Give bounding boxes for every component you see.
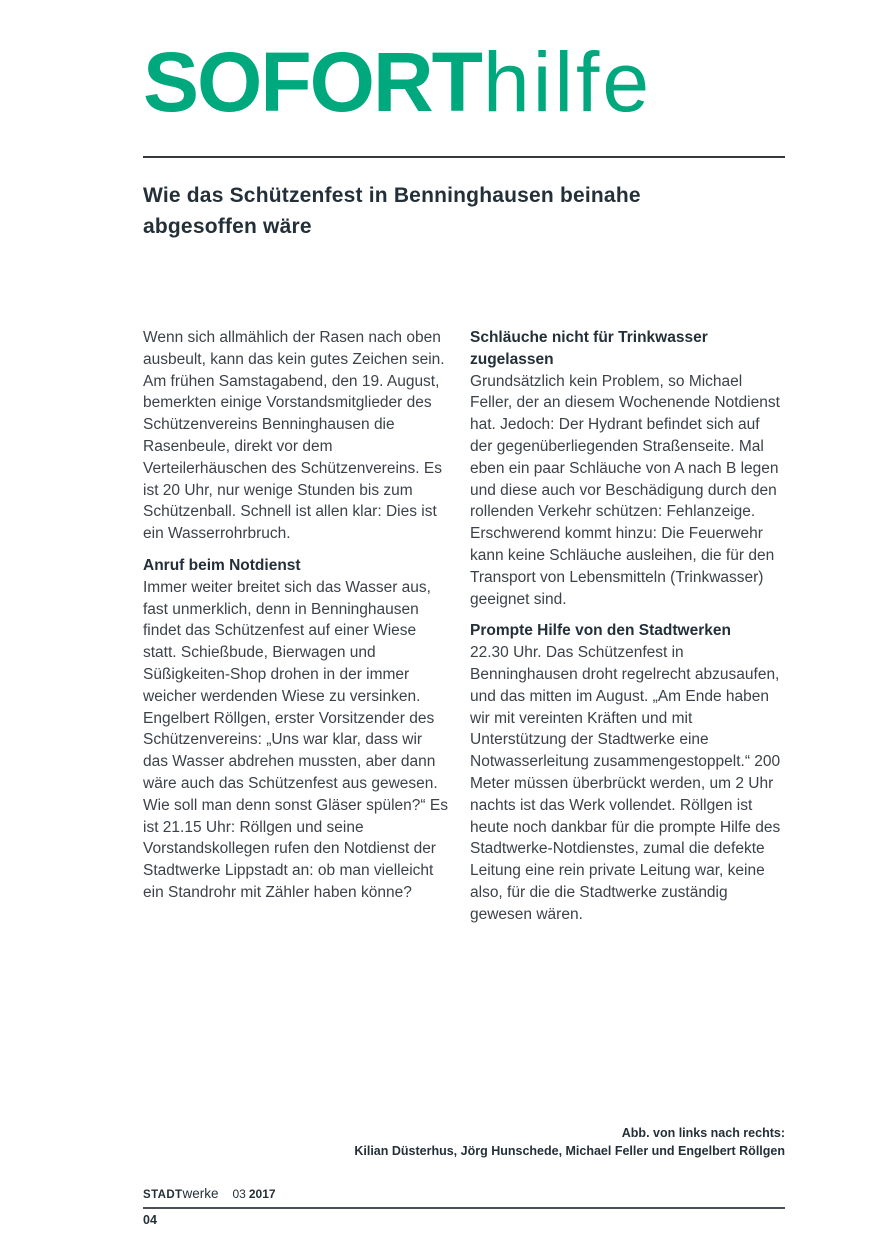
footer-issue-year: 2017 [248,1187,276,1201]
title-divider-rule [143,156,785,158]
photo-caption [354,1124,785,1160]
section-heading-prompte-hilfe: Prompte Hilfe von den Stadtwerken [470,622,731,640]
section-heading-schlaeuche: Schläuche nicht für Trinkwasser zugelassen [470,329,708,368]
intro-paragraph: Wenn sich allmählich der Rasen nach oben ausbeult, kann das kein gutes Zeichen sein. Am frühen Samstagabend, den 19. August, bemerkten einige Vorstandsmitglieder des Schützenvereins Benninghausen die Rasenbeule, direkt vor dem Verteilerhäuschen des Schützenvereins. Es ist 20 Uhr, nur wenige Stunden bis zum Schützenball. Schnell ist allen klar: Dies ist ein Wasserrohrbruch. [143,329,445,543]
footer-brand-stadt: STADT [143,1189,183,1201]
page-footer [143,1186,785,1227]
section-heading-notdienst: Anruf beim Notdienst [143,556,301,574]
caption-line-1: Abb. von links nach rechts: [621,1126,785,1140]
footer-brand-line [143,1186,785,1203]
footer-brand-werke: werke [182,1186,219,1201]
section-paragraph-notdienst: Immer weiter breitet sich das Wasser aus, fast unmerklich, denn in Benninghausen findet das Schützenfest auf einer Wiese statt. Schießbude, Bierwagen und Süßigkeiten-Shop drohen in der immer weicher werdenden Wiese zu versinken. Engelbert Röllgen, erster Vorsitzender des Schützenvereins: „Uns war klar, dass wir das Wasser abdrehen mussten, aber dann wäre auch das Schützenfest aus gewesen. Wie soll man denn sonst Gläser spülen?“ Es ist 21.15 Uhr: Röllgen und seine Vorstandskollegen rufen den Notdienst der Stadtwerke Lippstadt an: ob man vielleicht ein Standrohr mit Zähler haben könne? [143,578,448,901]
right-column [470,327,785,936]
footer-divider-rule [143,1207,785,1209]
page-content [143,0,785,936]
footer-issue-number: 03 [232,1187,246,1201]
left-column [143,327,448,936]
title-bold-part: SOFORT [143,35,481,129]
caption-line-2: Kilian Düsterhus, Jörg Hunschede, Michael Feller und Engelbert Röllgen [354,1144,785,1158]
article-subtitle: Wie das Schützenfest in Benninghausen beinahe abgesoffen wäre [143,184,641,238]
section-paragraph-prompte-hilfe: 22.30 Uhr. Das Schützenfest in Benninghausen droht regelrecht abzusaufen, und das mitten im August. „Am Ende haben wir mit vereinten Kräften und mit Unterstützung der Stadtwerke eine Notwasserleitung zusammengestoppelt.“ 200 Meter müssen überbrückt werden, um 2 Uhr nachts ist das Werk vollendet. Röllgen ist heute noch dankbar für die prompte Hilfe des Stadtwerke-Notdienstes, zumal die defekte Leitung eine rein private Leitung war, keine also, für die die Stadtwerke zuständig gewesen wären. [470,644,781,923]
page-number: 04 [143,1213,157,1227]
article-body [143,327,785,936]
section-paragraph-schlaeuche: Grundsätzlich kein Problem, so Michael Feller, der an diesem Wochenende Notdienst hat. Jedoch: Der Hydrant befindet sich auf der gegenüberliegenden Straßenseite. Mal eben ein paar Schläuche von A nach B legen und diese auch vor Beschädigung durch den rollenden Verkehr schützen: Fehlanzeige. Erschwerend kommt hinzu: Die Feuerwehr kann keine Schläuche ausleihen, die für den Transport von Lebensmitteln (Trinkwasser) geeignet sind. [470,372,780,608]
title-light-part: hilfe [483,35,653,129]
page-title [143,0,785,129]
